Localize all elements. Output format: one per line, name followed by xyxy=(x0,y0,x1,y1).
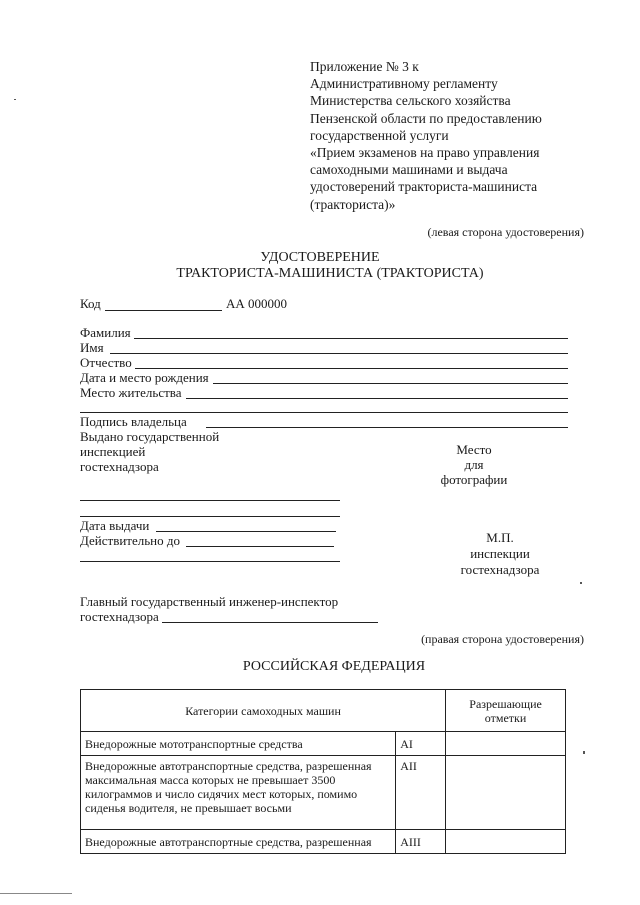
signature-label: Подпись владельца xyxy=(80,414,187,429)
appendix-line: Пензенской области по предоставлению xyxy=(310,110,542,126)
country-title: РОССИЙСКАЯ ФЕДЕРАЦИЯ xyxy=(242,659,426,674)
valid-blank-line xyxy=(80,561,340,562)
inspector-line2: гостехнадзора xyxy=(80,609,159,624)
appendix-header xyxy=(310,58,542,213)
patronymic-label: Отчество xyxy=(80,355,132,370)
appendix-line: самоходными машинами и выдача xyxy=(310,162,508,178)
left-side-note: (левая сторона удостоверения) xyxy=(427,225,584,239)
scan-speck xyxy=(14,99,16,100)
appendix-line: Министерства сельского хозяйства xyxy=(310,93,511,109)
table-row xyxy=(81,756,566,830)
category-code: AI xyxy=(396,732,446,756)
birth-label: Дата и место рождения xyxy=(80,370,209,385)
category-description: Внедорожные мототранспортные средства xyxy=(81,732,396,756)
document-title-line2: ТРАКТОРИСТА-МАШИНИСТА (ТРАКТОРИСТА) xyxy=(176,266,484,281)
category-code: AIII xyxy=(396,830,446,854)
header-marks: Разрешающие отметки xyxy=(446,690,566,732)
photo-place-line3: фотографии xyxy=(440,472,508,487)
photo-place-line1: Место xyxy=(456,442,492,457)
table-row xyxy=(81,830,566,854)
residence-extra-line xyxy=(80,412,568,413)
table-row xyxy=(81,732,566,756)
issuer-blank-line xyxy=(80,516,340,517)
appendix-line: государственной услуги xyxy=(310,127,449,143)
code-series: АА 000000 xyxy=(226,296,288,311)
right-side-note: (правая сторона удостоверения) xyxy=(421,632,584,646)
appendix-line: (тракториста)» xyxy=(310,196,396,212)
issued-by-line1: Выдано государственной xyxy=(80,429,220,444)
valid-until-line xyxy=(186,546,334,547)
table-header-row xyxy=(81,690,566,732)
inspector-signature-line xyxy=(162,622,378,623)
name-label: Имя xyxy=(80,340,104,355)
issued-by-line2: инспекцией xyxy=(80,444,146,459)
categories-table xyxy=(80,689,566,854)
code-field-line xyxy=(105,310,222,311)
issue-date-label: Дата выдачи xyxy=(80,518,150,533)
document-title-line1: УДОСТОВЕРЕНИЕ xyxy=(260,250,380,265)
residence-label: Место жительства xyxy=(80,385,182,400)
birth-field-line xyxy=(213,383,568,384)
issue-date-line xyxy=(156,531,336,532)
appendix-line: Административному регламенту xyxy=(310,76,498,92)
photo-place-line2: для xyxy=(464,457,484,472)
appendix-line: удостоверений тракториста-машиниста xyxy=(310,179,538,195)
category-description: Внедорожные автотранспортные средства, разрешенная xyxy=(81,830,396,854)
surname-label: Фамилия xyxy=(80,325,131,340)
category-mark xyxy=(446,830,566,854)
valid-until-label: Действительно до xyxy=(80,533,180,548)
patronymic-field-line xyxy=(135,368,568,369)
category-mark xyxy=(446,732,566,756)
scan-speck xyxy=(583,751,585,754)
header-categories: Категории самоходных машин xyxy=(81,690,446,732)
category-mark xyxy=(446,756,566,830)
surname-field-line xyxy=(134,338,568,339)
residence-field-line xyxy=(186,398,568,399)
scan-edge-line xyxy=(0,893,72,894)
stamp-line2: инспекции xyxy=(470,546,530,561)
issued-by-line3: гостехнадзора xyxy=(80,459,159,474)
signature-field-line xyxy=(206,427,568,428)
scan-speck xyxy=(580,582,582,584)
name-field-line xyxy=(110,353,568,354)
code-label: Код xyxy=(80,296,101,311)
appendix-line: Приложение № 3 к xyxy=(310,59,419,74)
issuer-blank-line xyxy=(80,500,340,501)
category-description: Внедорожные автотранспортные средства, разрешенная максимальная масса которых не превышает 3500 килограммов и число сидячих мест которых, помимо сиденья водителя, не превышает восьми xyxy=(81,756,396,830)
category-code: AII xyxy=(396,756,446,830)
inspector-line1: Главный государственный инженер-инспектор xyxy=(80,594,339,609)
stamp-line1: М.П. xyxy=(486,530,514,545)
stamp-line3: гостехнадзора xyxy=(460,562,540,577)
appendix-line: «Прием экзаменов на право управления xyxy=(310,145,540,161)
